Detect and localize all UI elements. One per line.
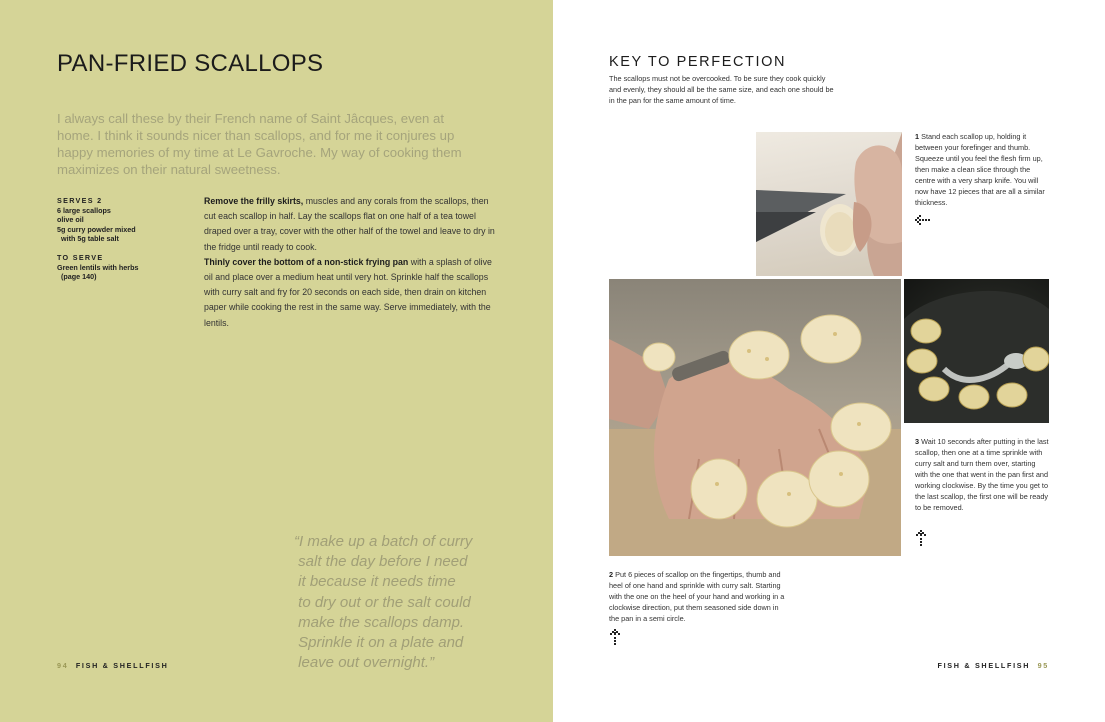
method-lead: Thinly cover the bottom of a non-stick frying pan — [204, 256, 409, 267]
step-text: Wait 10 seconds after putting in the last scallop, then one at a time sprinkle with curry salt and turn them over, starting with the one that went in the pan first and working clockwise. By the time you get to the last scallop, the first one will be ready to be removed. — [915, 437, 1049, 512]
pull-quote: “I make up a batch of curry salt the day before I need it because it needs time to dry out or the salt could make the scallops damp. Sprinkle it on a plate and leave out overnight.” — [294, 533, 473, 672]
step-1 — [915, 131, 1050, 208]
page-title: PAN-FRIED SCALLOPS — [57, 50, 324, 77]
method-body: with a splash of olive oil and place over a medium heat until very hot. Sprinkle half the scallops with curry salt and fry for 20 seconds on each side, then drain on kitchen paper while cooking the rest in the same way. Serve immediately, with the lentils. — [204, 256, 492, 328]
ingredient-item: with 5g table salt — [57, 234, 119, 244]
method-paragraph — [204, 255, 496, 331]
key-to-perfection-text: The scallops must not be overcooked. To be sure they cook quickly and evenly, they should all be the same size, and each one should be in the pan for the same amount of time. — [609, 74, 834, 105]
serves-heading: SERVES 2 — [57, 196, 103, 205]
method-text — [204, 194, 496, 331]
method-paragraph — [204, 194, 496, 255]
section-label: FISH & SHELLFISH — [75, 661, 169, 670]
key-to-perfection-title: KEY TO PERFECTION — [609, 54, 787, 70]
page-number: 95 — [1037, 661, 1049, 670]
intro-text: I always call these by their French name of Saint Jâcques, even at home. I think it sounds nicer than scallops, and for me it conjures up happy memories of my time at Le Gavroche. My way of cooking them maximizes on their natural sweetness. — [57, 111, 462, 177]
method-body: muscles and any corals from the scallops, then cut each scallop in half. Lay the scallops flat on one half of a tea towel draped over a tray, cover with the other half of the towel and leave to dry in the fridge until ready to cook. — [204, 196, 495, 252]
section-label: FISH & SHELLFISH — [937, 661, 1031, 670]
arrow-left-icon — [915, 212, 931, 230]
folio-right — [937, 661, 1049, 670]
step-number: 1 — [915, 132, 920, 141]
step-text: Stand each scallop up, holding it between your forefinger and thumb. Squeeze until you feel the flesh firm up, then make a clean slice through the centre with a very sharp knife. You will now have 12 pieces that are all a similar thickness. — [915, 132, 1045, 207]
ingredient-item: olive oil — [57, 215, 84, 225]
to-serve-item: (page 140) — [57, 272, 97, 282]
step-text: Put 6 pieces of scallop on the fingertips, thumb and heel of one hand and sprinkle with curry salt. Starting with the one on the heel of your hand and working in a clockwise direction, put them seasoned side down in the pan in a semi circle. — [609, 570, 785, 623]
method-lead: Remove the frilly skirts, — [204, 196, 304, 206]
ingredient-item: 5g curry powder mixed — [57, 224, 136, 234]
photo-slicing-scallop — [756, 132, 902, 276]
arrow-up-icon — [609, 629, 621, 652]
to-serve-item: Green lentils with herbs — [57, 262, 139, 272]
step-number: 2 — [609, 570, 614, 579]
arrow-up-icon — [915, 530, 927, 553]
photo-scallops-on-hand — [609, 279, 901, 556]
right-page — [553, 0, 1105, 722]
step-number: 3 — [915, 437, 920, 446]
to-serve-heading: TO SERVE — [57, 252, 104, 262]
page-number: 94 — [57, 661, 69, 670]
photo-scallops-in-pan — [904, 279, 1049, 423]
ingredients-panel — [57, 196, 197, 282]
step-2 — [609, 569, 789, 624]
step-3 — [915, 436, 1050, 513]
ingredient-item: 6 large scallops — [57, 205, 111, 215]
folio-left — [57, 661, 169, 670]
